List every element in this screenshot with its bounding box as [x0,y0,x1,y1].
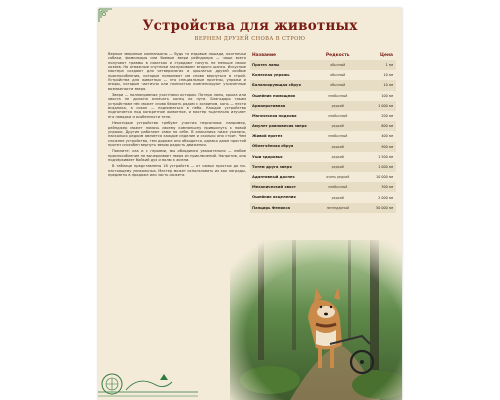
table-row [250,152,396,162]
paragraph: Некоторые устройства требуют участия персонажа: например, рейнджер может помочь своему компаньону привыкнуть к новой упряжи. Другие работают сами по себе. В описаниях ниже указано, насколько редким является каждое изделие и сколько оно стоит. Чем сложнее устройство, тем дороже оно обходится, однако даже простой протез способен вернуть зверю радость движения. [108,121,246,147]
document-page [98,8,402,400]
device-name: Механический хвост [250,182,315,192]
table-row [250,60,396,70]
device-price: 10 зм [360,80,396,90]
device-price: 400 зм [360,131,396,141]
device-price: 1 000 зм [360,162,396,172]
device-name: Балансирующая сбруя [250,80,315,90]
page-title: Устройства для животных [142,18,358,34]
device-name: Армапротивная [250,101,315,111]
table-row [250,172,396,182]
table-row [250,121,396,131]
device-price: 50 000 зм [360,203,396,213]
table-row [250,101,396,111]
device-rarity: редкий [315,101,360,111]
table-row [250,203,396,213]
device-rarity: редкий [315,162,360,172]
table-row [250,70,396,80]
device-rarity: обычный [315,80,360,90]
device-rarity: необычный [315,91,360,101]
device-price: 800 зм [360,121,396,131]
page-subtitle: ВЕРНЕМ ДРУЗЕЙ СНОВА В СТРОЮ [194,36,306,42]
device-price: 100 зм [360,91,396,101]
paragraph: В таблице представлены 16 устройств — от самых простых до по-настоящему уникальных. Мастер может использовать их как награды, предметы в продаже или часть сюжета. [108,164,246,177]
device-price: 1 500 зм [360,152,396,162]
device-rarity: очень редкий [315,172,360,182]
table-row [250,192,396,202]
device-rarity: легендарный [315,203,360,213]
body-text [108,52,246,179]
device-price: 1 зм [360,60,396,70]
device-price: 10 000 зм [360,172,396,182]
table-row [250,142,396,152]
header-rarity: Редкость [325,53,350,58]
table-row [250,162,396,172]
device-name: Ошейник исцеления [250,192,315,202]
dog-wheelchair-photo [230,240,402,400]
device-name: Живой протез [250,131,315,141]
device-name: Уши здоровья [250,152,315,162]
devices-table [250,52,396,213]
device-rarity: необычный [315,111,360,121]
device-price: 1 000 зм [360,101,396,111]
device-rarity: необычный [315,131,360,141]
device-rarity: редкий [315,152,360,162]
table-row [250,91,396,101]
device-name: Адаптивный доспех [250,172,315,182]
device-rarity: редкий [315,142,360,152]
table-row [250,80,396,90]
table-row [250,111,396,121]
device-name: Амулет равновесия зверя [250,121,315,131]
device-price: 900 зм [360,142,396,152]
device-price: 2 000 зм [360,192,396,202]
device-rarity: необычный [315,182,360,192]
bottom-ornament-icon [98,362,198,400]
paragraph: Звери — полноправные участники истории. Потеря лапы, крыла или хвоста не должна означать конец их пути. Благодаря таким устройствам пёс может снова бежать рядом с хозяином, конь — нести всадника, а сокол — подниматься в небо. Каждое устройство подгоняется под конкретное животное, и мастер тщательно изучает его повадки и особенности тела. [108,93,246,119]
device-name: Панцирь Феникса [250,203,315,213]
header-price: Цена [379,53,393,58]
device-name: Протез лапы [250,60,315,70]
device-rarity: редкий [315,121,360,131]
paragraph: Верные звериные компаньоны — будь то ездовые лошади, охотничьи собаки, фамильяры или боевые звери рейнджера — чаще всего получают травмы в схватках и страдают ничуть не меньше своих хозяев. Но отважные спутники заслуживают второго шанса. Искусные мастера создают для четвероногих и крылатых друзей особые приспособления, которые позволяют им снова вернуться в строй. Устройства для животных — это специальные протезы, упряжи и опоры, которые частично или полностью компенсируют утраченные возможности зверя. [108,52,246,91]
header-name: Название [252,53,277,58]
device-price: 200 зм [360,111,396,121]
device-rarity: обычный [315,70,360,80]
device-name: Магическая подкова [250,111,315,121]
device-price: 10 зм [360,70,396,80]
table-row [250,182,396,192]
device-name: Тотем друга зверя [250,162,315,172]
device-name: Ошейник помощник [250,91,315,101]
device-name: Колесная упряжь [250,70,315,80]
device-rarity: редкий [315,192,360,202]
device-name: Облегчённая сбруя [250,142,315,152]
device-rarity: обычный [315,60,360,70]
device-price: 300 зм [360,182,396,192]
paragraph: Помните: как и с героями, мы обходимся уважительно — любое приспособление не вычеркивает зверя из приключений. Напротив, оно подчёркивает бойкий дух и волю к жизни. [108,149,246,162]
table-row [250,131,396,141]
